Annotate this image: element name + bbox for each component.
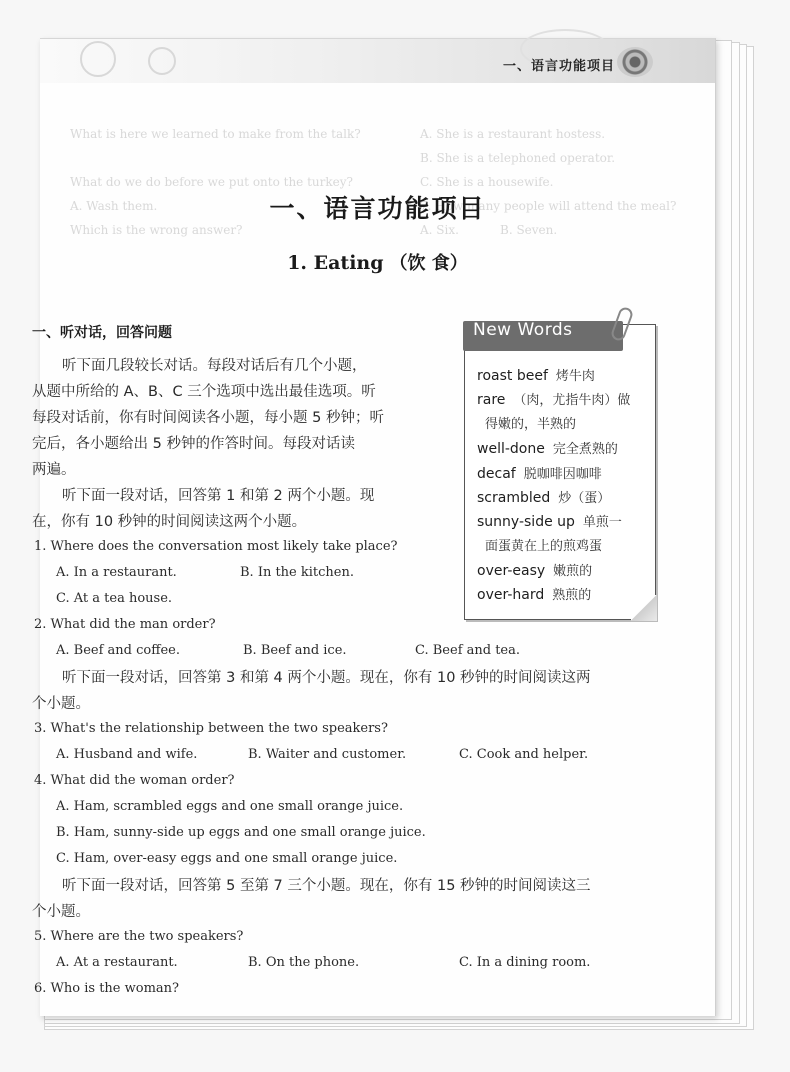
vocab-zh: 脱咖啡因咖啡 bbox=[523, 467, 602, 482]
vocab-en: over-hard bbox=[477, 587, 545, 603]
new-words-box bbox=[464, 320, 656, 620]
ghost-text: 7. How many people will attend the meal? bbox=[420, 199, 677, 213]
option-a: A. At a restaurant. bbox=[56, 955, 178, 970]
option-b: B. Waiter and customer. bbox=[248, 747, 407, 762]
vocab-entry bbox=[477, 487, 610, 506]
option-c: C. In a dining room. bbox=[459, 955, 591, 970]
unit-title-cn: （饮 食） bbox=[389, 253, 468, 274]
vocab-entry bbox=[477, 389, 630, 408]
vocab-entry bbox=[477, 365, 595, 384]
ghost-text: A. Six. bbox=[420, 223, 459, 237]
ghost-text: C. She is a housewife. bbox=[420, 175, 554, 189]
vocab-zh: 完全煮熟的 bbox=[552, 442, 618, 457]
option-b: B. Ham, sunny-side up eggs and one small orange juice. bbox=[56, 825, 426, 840]
vocab-zh: 面蛋黄在上的煎鸡蛋 bbox=[485, 539, 603, 554]
option-a: A. Ham, scrambled eggs and one small orange juice. bbox=[56, 799, 404, 814]
question-stem: 6. Who is the woman? bbox=[34, 981, 179, 996]
question-stem: 4. What did the woman order? bbox=[34, 773, 235, 788]
vocab-zh: 单煎一 bbox=[582, 515, 622, 530]
vocab-zh: 炒（蛋） bbox=[558, 491, 611, 506]
ghost-text: What is here we learned to make from the talk? bbox=[70, 127, 361, 141]
header-band bbox=[40, 39, 715, 83]
vocab-entry bbox=[485, 535, 602, 554]
question-stem: 3. What's the relationship between the two speakers? bbox=[34, 721, 388, 736]
vocab-zh: 烤牛肉 bbox=[555, 369, 595, 384]
ghost-text: B. Seven. bbox=[500, 223, 558, 237]
intro-line: 听下面几段较长对话。每段对话后有几个小题， bbox=[62, 358, 367, 374]
vocab-zh: 嫩煎的 bbox=[553, 564, 593, 579]
vocab-zh: 得嫩的，半熟的 bbox=[485, 417, 577, 432]
question-stem: 1. Where does the conversation most likely take place? bbox=[34, 539, 398, 554]
option-c: C. Cook and helper. bbox=[459, 747, 589, 762]
vocab-entry bbox=[477, 560, 592, 579]
ghost-text: What do we do before we put onto the turkey? bbox=[70, 175, 353, 189]
question-stem: 5. Where are the two speakers? bbox=[34, 929, 244, 944]
chapter-title: 一、语言功能项目 bbox=[269, 194, 486, 223]
vocab-zh: 熟煎的 bbox=[552, 588, 592, 603]
intro-line: 从题中所给的 A、B、C 三个选项中选出最佳选项。听 bbox=[32, 384, 376, 400]
option-a: A. Husband and wife. bbox=[56, 747, 198, 762]
dialog-instruction: 听下面一段对话，回答第 1 和第 2 两个小题。现 bbox=[62, 488, 375, 504]
vocab-en: decaf bbox=[477, 466, 516, 482]
vocab-en: scrambled bbox=[477, 490, 551, 506]
option-b: B. In the kitchen. bbox=[240, 565, 354, 580]
unit-title bbox=[40, 249, 715, 275]
section-heading: 一、听对话，回答问题 bbox=[32, 325, 172, 341]
intro-line: 两遍。 bbox=[32, 462, 76, 478]
dialog-instruction: 听下面一段对话，回答第 3 和第 4 两个小题。现在，你有 10 秒钟的时间阅读这两 bbox=[62, 670, 591, 686]
vocab-entry bbox=[477, 438, 618, 457]
ghost-text: B. She is a telephoned operator. bbox=[420, 151, 616, 165]
question-stem: 2. What did the man order? bbox=[34, 617, 216, 632]
vocab-en: well-done bbox=[477, 441, 545, 457]
option-b: B. Beef and ice. bbox=[243, 643, 347, 658]
vocab-en: over-easy bbox=[477, 563, 546, 579]
dialog-instruction: 听下面一段对话，回答第 5 至第 7 三个小题。现在，你有 15 秒钟的时间阅读这三 bbox=[62, 878, 591, 894]
ghost-text: A. She is a restaurant hostess. bbox=[420, 127, 606, 141]
option-b: B. On the phone. bbox=[248, 955, 360, 970]
vocab-en: roast beef bbox=[477, 368, 548, 384]
new-words-tab bbox=[463, 321, 623, 351]
option-c: C. At a tea house. bbox=[56, 591, 173, 606]
vocab-entry bbox=[477, 463, 602, 482]
page-curl-corner bbox=[631, 595, 657, 621]
vocab-en: rare bbox=[477, 392, 506, 408]
decorative-ring-icon bbox=[80, 41, 116, 77]
paperclip-icon bbox=[610, 306, 635, 343]
vocab-en: sunny-side up bbox=[477, 514, 575, 530]
vocab-zh: （肉，尤指牛肉）做 bbox=[513, 393, 631, 408]
dialog-instruction: 在，你有 10 秒钟的时间阅读这两个小题。 bbox=[32, 514, 307, 530]
book-page bbox=[32, 38, 716, 1016]
vocab-entry bbox=[485, 413, 576, 432]
unit-title-en: 1. Eating bbox=[287, 252, 384, 274]
running-head: 一、语言功能项目 bbox=[502, 59, 615, 74]
vocab-entry bbox=[477, 584, 591, 603]
decorative-ring-icon bbox=[148, 47, 176, 75]
intro-line: 每段对话前，你有时间阅读各小题，每小题 5 秒钟；听 bbox=[32, 410, 384, 426]
option-c: C. Beef and tea. bbox=[415, 643, 521, 658]
ghost-text: Which is the wrong answer? bbox=[70, 223, 243, 237]
header-emblem-icon bbox=[617, 47, 653, 77]
option-a: A. Beef and coffee. bbox=[56, 643, 180, 658]
new-words-title: New Words bbox=[473, 320, 573, 340]
vocab-entry bbox=[477, 511, 622, 530]
dialog-instruction: 个小题。 bbox=[32, 696, 90, 712]
intro-line: 完后，各小题给出 5 秒钟的作答时间。每段对话读 bbox=[32, 436, 355, 452]
option-a: A. In a restaurant. bbox=[56, 565, 177, 580]
dialog-instruction: 个小题。 bbox=[32, 904, 90, 920]
ghost-text: A. Wash them. bbox=[70, 199, 158, 213]
option-c: C. Ham, over-easy eggs and one small orange juice. bbox=[56, 851, 398, 866]
